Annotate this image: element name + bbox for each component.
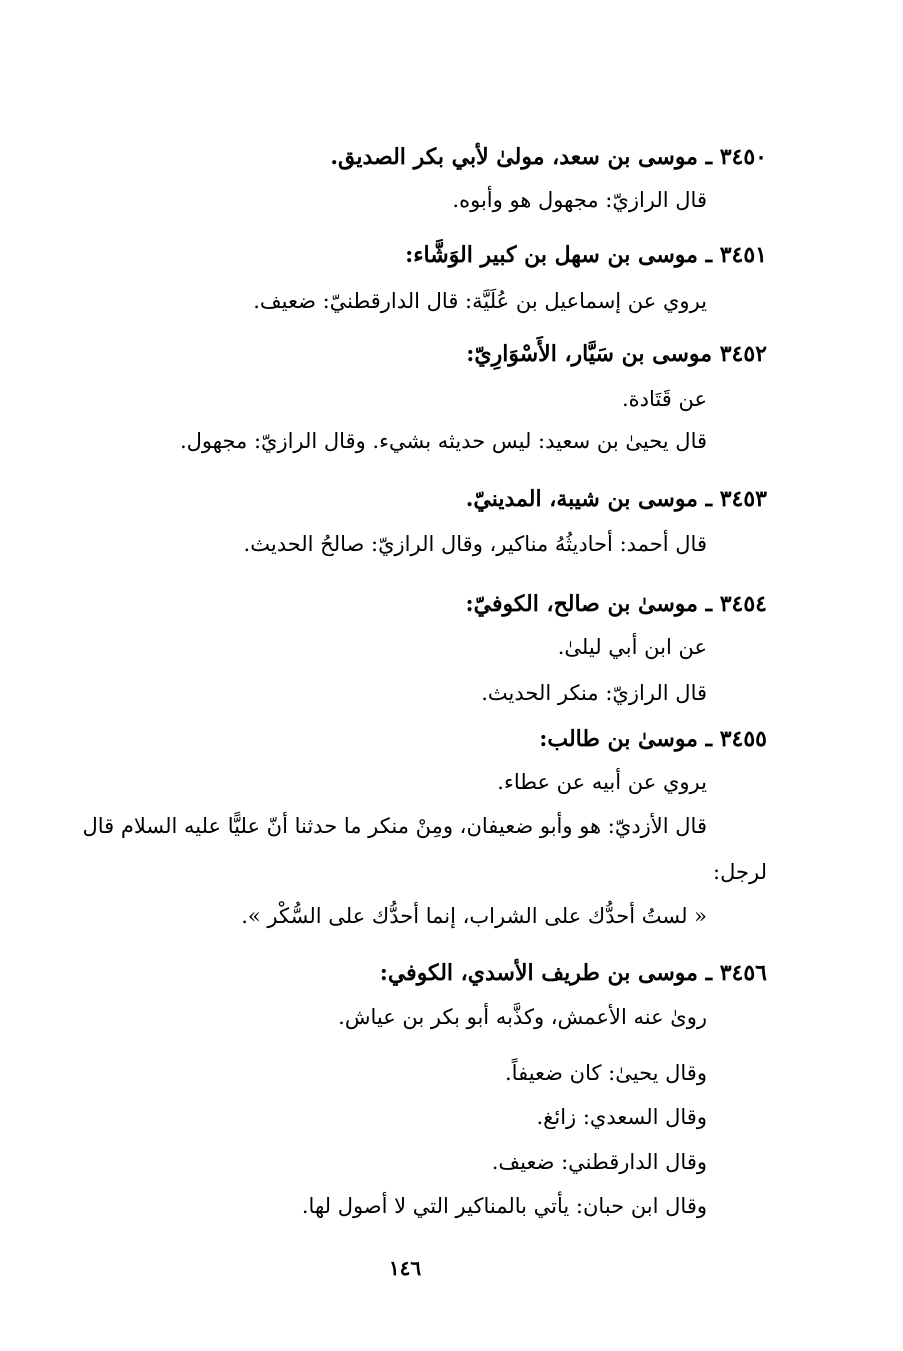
entry-line: يروي عن أبيه عن عطاء. [497,770,707,794]
entry-heading: ٣٤٥١ ـ موسى بن سهل بن كبير الوَشَّاء: [405,242,767,268]
entry-line: قال الرازيّ: منكر الحديث. [481,681,707,705]
entry-line: وقال السعدي: زائغ. [536,1105,707,1129]
entry-heading: ٣٤٥٦ ـ موسى بن طريف الأسدي، الكوفي: [379,960,767,986]
entry-heading: ٣٤٥٢ موسى بن سَيَّار، الأَسْوَارِيّ: [466,341,767,367]
entry-line: قال أحمد: أحاديثُهُ مناكير، وقال الرازيّ: صالحُ الحديث. [243,532,707,556]
entry-line: لرجل: [713,860,767,884]
entry-line: عن ابن أبي ليلىٰ. [557,635,707,659]
entry-line: روىٰ عنه الأعمش، وكذَّبه أبو بكر بن عياش. [338,1005,707,1029]
entry-line: قال الأزديّ: هو وأبو ضعيفان، ومِنْ منكر ما حدثنا أنّ عليًّا عليه السلام قال [82,814,707,838]
entry-line: يروي عن إسماعيل بن عُلَيَّة: قال الدارقطنيّ: ضعيف. [253,289,707,313]
entry-line: وقال الدارقطني: ضعيف. [491,1150,707,1174]
entry-heading: ٣٤٥٣ ـ موسى بن شيبة، المدينيّ. [465,486,767,512]
entry-line: وقال يحيىٰ: كان ضعيفاً. [505,1061,707,1085]
entry-line: « لستُ أحدُّك على الشراب، إنما أحدُّك على السُّكْر ». [241,904,707,928]
entry-heading: ٣٤٥٤ ـ موسىٰ بن صالح، الكوفيّ: [465,591,767,617]
entry-line: قال يحيىٰ بن سعيد: ليس حديثه بشيء. وقال الرازيّ: مجهول. [180,429,707,453]
entry-line: عن قَتَادة. [622,387,707,411]
page-number: ١٤٦ [388,1256,422,1280]
entry-line: قال الرازيّ: مجهول هو وأبوه. [452,188,707,212]
entry-line: وقال ابن حبان: يأتي بالمناكير التي لا أصول لها. [301,1194,707,1218]
entry-heading: ٣٤٥٥ ـ موسىٰ بن طالب: [539,726,767,752]
entry-heading: ٣٤٥٠ ـ موسى بن سعد، مولىٰ لأبي بكر الصديق. [330,144,767,170]
